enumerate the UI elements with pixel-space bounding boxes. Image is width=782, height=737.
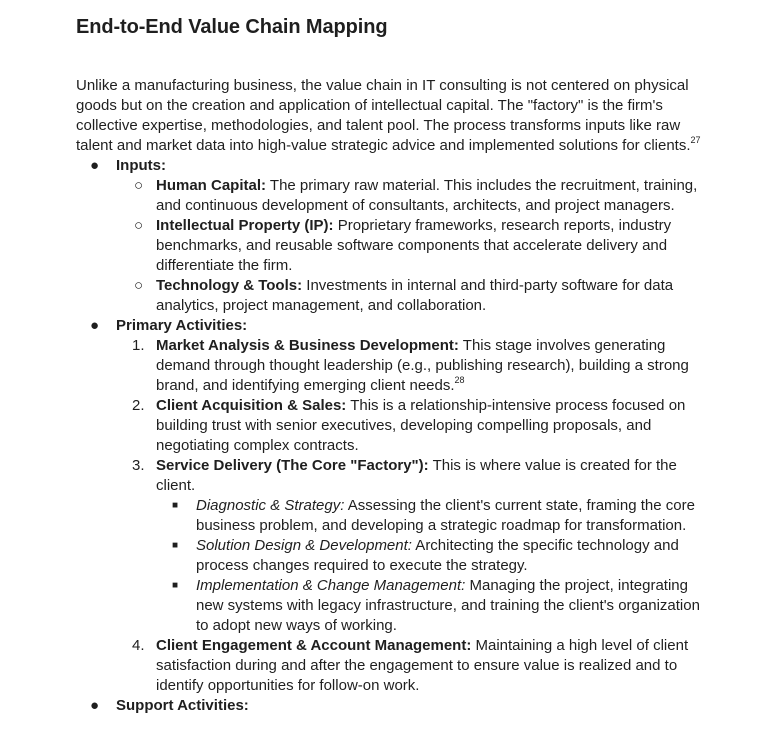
item-term: Market Analysis & Business Development: [156, 337, 459, 354]
item-text: Assessing the client's current state, framing the core business problem, and developing a strategic roadmap for transformation. [196, 497, 695, 534]
list-item [76, 396, 706, 456]
item-text: This is where value is created for the client. [156, 457, 677, 494]
item-number: 4. [132, 637, 145, 654]
sub-list-item [76, 496, 706, 536]
item-number: 3. [132, 457, 145, 474]
circle-bullet-icon: ○ [134, 277, 144, 294]
document [76, 14, 706, 716]
item-term: Implementation & Change Management: [196, 577, 466, 594]
section-label: Support Activities: [116, 697, 249, 714]
item-term: Diagnostic & Strategy: [196, 497, 345, 514]
square-bullet-icon: ■ [172, 540, 179, 551]
section-label: Primary Activities: [116, 317, 248, 334]
item-text: Investments in internal and third-party software for data analytics, project management, and collaboration. [156, 277, 674, 314]
bullet-icon: ● [90, 697, 100, 714]
item-text: Maintaining a high level of client satisfaction during and after the engagement to ensure value is realized and to identify opportunities for follow-on work. [156, 637, 689, 694]
list-item [76, 456, 706, 636]
section-label: Inputs: [116, 157, 166, 174]
circle-bullet-icon: ○ [134, 177, 144, 194]
item-term: Human Capital: [156, 177, 267, 194]
list-item [76, 336, 706, 396]
square-bullet-icon: ■ [172, 580, 179, 591]
page-title: End-to-End Value Chain Mapping [76, 16, 388, 38]
bullet-icon: ● [90, 157, 100, 174]
item-text: Managing the project, integrating new systems with legacy infrastructure, and training the client's organization to adopt new ways of working. [196, 577, 700, 634]
circle-bullet-icon: ○ [134, 217, 144, 234]
intro-text: Unlike a manufacturing business, the value chain in IT consulting is not centered on physical goods but on the creation and application of intellectual capital. The "factory" is the firm's collective expertise, methodologies, and talent pool. The process transforms inputs like raw talent and market data into high-value strategic advice and implemented solutions for clients. [76, 77, 691, 154]
item-text: The primary raw material. This includes the recruitment, training, and continuous development of consultants, architects, and project managers. [156, 177, 698, 214]
sub-list-item [76, 536, 706, 576]
section-primary-activities [76, 316, 706, 696]
item-text: This is a relationship-intensive process focused on building trust with senior executives, developing compelling proposals, and negotiating complex contracts. [156, 397, 686, 454]
list-item [76, 176, 706, 216]
footnote-ref[interactable]: 28 [454, 375, 465, 385]
footnote-ref[interactable]: 27 [690, 135, 701, 145]
item-text: This stage involves generating demand through thought leadership (e.g., publishing research), building a strong brand, and identifying emerging client needs. [156, 337, 689, 394]
item-number: 1. [132, 337, 145, 354]
bullet-icon: ● [90, 317, 100, 334]
item-term: Service Delivery (The Core "Factory"): [156, 457, 429, 474]
item-text: Architecting the specific technology and process changes required to execute the strategy. [196, 537, 679, 574]
sub-list-item [76, 576, 706, 636]
item-term: Intellectual Property (IP): [156, 217, 334, 234]
section-inputs [76, 156, 706, 316]
value-chain-list [76, 156, 706, 716]
item-term: Solution Design & Development: [196, 537, 412, 554]
square-bullet-icon: ■ [172, 500, 179, 511]
item-term: Client Engagement & Account Management: [156, 637, 472, 654]
list-item [76, 276, 706, 316]
list-item [76, 216, 706, 276]
item-term: Technology & Tools: [156, 277, 303, 294]
section-support-activities [76, 696, 706, 716]
list-item [76, 636, 706, 696]
item-term: Client Acquisition & Sales: [156, 397, 347, 414]
intro-paragraph [76, 76, 706, 156]
item-number: 2. [132, 397, 145, 414]
item-text: Proprietary frameworks, research reports, industry benchmarks, and reusable software components that accelerate delivery and differentiate the firm. [156, 217, 672, 274]
